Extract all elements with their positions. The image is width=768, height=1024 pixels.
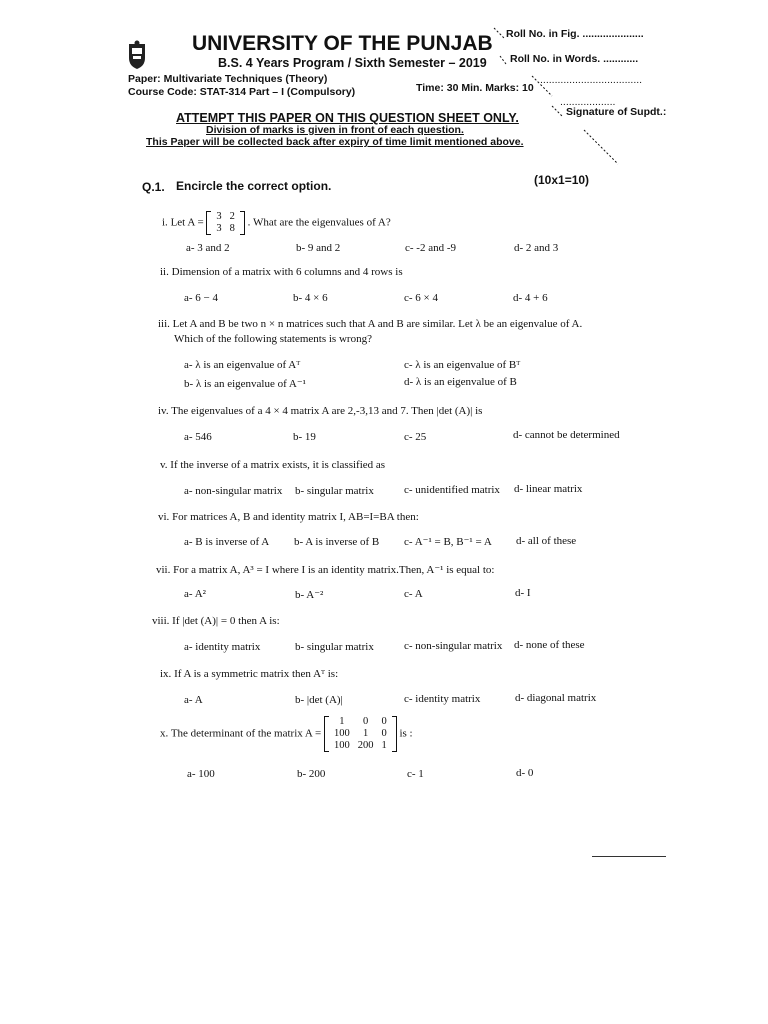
option-c[interactable]: c- unidentified matrix <box>404 484 500 496</box>
item-text-post: . What are the eigenvalues of A? <box>247 216 391 229</box>
option-c[interactable]: c- A⁻¹ = B, B⁻¹ = A <box>404 536 492 548</box>
option-a[interactable]: a- A <box>184 694 203 706</box>
option-a[interactable]: a- B is inverse of A <box>184 536 270 548</box>
option-d[interactable]: d- cannot be determined <box>513 429 620 441</box>
item-text: Dimension of a matrix with 6 columns and 4 rows is <box>171 266 403 278</box>
paper-name: Paper: Multivariate Techniques (Theory) <box>128 73 328 85</box>
option-a[interactable]: a- 100 <box>187 768 215 780</box>
item-number: iv. <box>158 405 169 417</box>
time-marks: Time: 30 Min. Marks: 10 <box>416 82 534 94</box>
option-d[interactable]: d- none of these <box>514 639 585 651</box>
item-text: If the inverse of a matrix exists, it is classified as <box>170 459 386 471</box>
option-d[interactable]: d- diagonal matrix <box>515 692 597 704</box>
option-b[interactable]: b- singular matrix <box>295 641 374 653</box>
option-b[interactable]: b- singular matrix <box>295 485 374 497</box>
question-item <box>158 511 419 523</box>
signature-field[interactable]: Signature of Supdt.: <box>566 106 667 118</box>
item-number: vii. <box>156 564 171 576</box>
matrix: 3 2 3 8 <box>206 211 245 235</box>
university-logo <box>124 40 150 75</box>
option-c[interactable]: c- 25 <box>404 431 427 443</box>
option-a[interactable]: a- A² <box>184 588 206 600</box>
item-number: ix. <box>160 668 172 680</box>
option-d[interactable]: d- I <box>515 587 531 599</box>
option-a[interactable]: a- λ is an eigenvalue of Aᵀ <box>184 359 301 371</box>
roll-no-words-line[interactable]: ................................... <box>540 74 643 86</box>
question-marks: (10x1=10) <box>534 173 590 187</box>
bottom-rule <box>592 856 666 857</box>
option-a[interactable]: a- 546 <box>184 431 212 443</box>
program-line: B.S. 4 Years Program / Sixth Semester – 2019 <box>218 56 487 70</box>
option-b[interactable]: b- A⁻² <box>295 589 324 601</box>
item-number: x. <box>160 727 169 740</box>
instruction-attempt: ATTEMPT THIS PAPER ON THIS QUESTION SHEET ONLY. <box>176 111 519 125</box>
option-b[interactable]: b- 19 <box>293 431 316 443</box>
university-name: UNIVERSITY OF THE PUNJAB <box>192 32 493 55</box>
option-c[interactable]: c- 6 × 4 <box>404 292 438 304</box>
course-code: Course Code: STAT-314 Part – I (Compulsory) <box>128 86 356 98</box>
instruction-collected: This Paper will be collected back after expiry of time limit mentioned above. <box>146 136 524 148</box>
item-text-continued: Which of the following statements is wrong? <box>174 333 372 345</box>
signature-line[interactable]: ................... <box>560 96 616 108</box>
item-number: ii. <box>160 266 169 278</box>
matrix: 1 0 0 100 1 0 100 200 1 <box>324 716 397 752</box>
option-d[interactable]: d- 0 <box>516 767 534 779</box>
item-text: If A is a symmetric matrix then Aᵀ is: <box>174 668 339 680</box>
item-text: For matrices A, B and identity matrix I, AB=I=BA then: <box>172 511 419 523</box>
option-b[interactable]: b- 4 × 6 <box>293 292 328 304</box>
item-text: If |det (A)| = 0 then A is: <box>172 615 280 627</box>
question-item <box>160 459 385 471</box>
option-b[interactable]: b- |det (A)| <box>295 694 343 706</box>
item-text-pre: The determinant of the matrix A = <box>170 727 322 740</box>
roll-no-words-field[interactable]: Roll No. in Words. ............ <box>510 53 639 65</box>
question-item <box>158 405 482 417</box>
item-text: Let A and B be two n × n matrices such that A and B are similar. Let λ be an eigenvalue of A. <box>172 318 583 330</box>
option-a[interactable]: a- non-singular matrix <box>184 485 283 497</box>
roll-no-fig-field[interactable]: Roll No. in Fig. ..................... <box>506 28 644 40</box>
question-item <box>160 716 413 752</box>
item-text: For a matrix A, A³ = I where I is an identity matrix.Then, A⁻¹ is equal to: <box>173 564 495 576</box>
option-a[interactable]: a- identity matrix <box>184 641 261 653</box>
option-c[interactable]: c- 1 <box>407 768 424 780</box>
option-c[interactable]: c- A <box>404 588 423 600</box>
question-item <box>152 615 280 627</box>
option-b[interactable]: b- 9 and 2 <box>296 242 341 254</box>
option-d[interactable]: d- linear matrix <box>514 483 583 495</box>
item-number: viii. <box>152 615 170 627</box>
question-item <box>156 563 494 576</box>
item-number: vi. <box>158 511 170 523</box>
option-d[interactable]: d- 2 and 3 <box>514 242 559 254</box>
question-item <box>160 668 338 680</box>
option-d[interactable]: d- 4 + 6 <box>513 292 548 304</box>
question-item <box>162 211 391 235</box>
question-item <box>160 266 403 278</box>
option-c[interactable]: c- non-singular matrix <box>404 640 503 652</box>
option-d[interactable]: d- λ is an eigenvalue of B <box>404 376 517 388</box>
option-c[interactable]: c- -2 and -9 <box>405 242 457 254</box>
option-a[interactable]: a- 6 − 4 <box>184 292 218 304</box>
option-c[interactable]: c- identity matrix <box>404 693 481 705</box>
question-label: Q.1. <box>142 180 165 194</box>
option-b[interactable]: b- A is inverse of B <box>294 536 380 548</box>
option-b[interactable]: b- λ is an eigenvalue of A⁻¹ <box>184 378 306 390</box>
instruction-division: Division of marks is given in front of each question. <box>206 124 464 136</box>
item-number: iii. <box>158 318 170 330</box>
option-a[interactable]: a- 3 and 2 <box>186 242 230 254</box>
question-item <box>158 318 582 330</box>
item-number: i. <box>162 216 168 229</box>
item-text-post: is : <box>399 727 413 740</box>
question-instruction: Encircle the correct option. <box>176 179 332 193</box>
option-c[interactable]: c- λ is an eigenvalue of Bᵀ <box>404 359 521 371</box>
item-number: v. <box>160 459 168 471</box>
item-text: The eigenvalues of a 4 × 4 matrix A are 2,-3,13 and 7. Then |det (A)| is <box>171 405 483 417</box>
item-text-pre: Let A = <box>170 216 204 229</box>
option-d[interactable]: d- all of these <box>516 535 577 547</box>
option-b[interactable]: b- 200 <box>297 768 326 780</box>
